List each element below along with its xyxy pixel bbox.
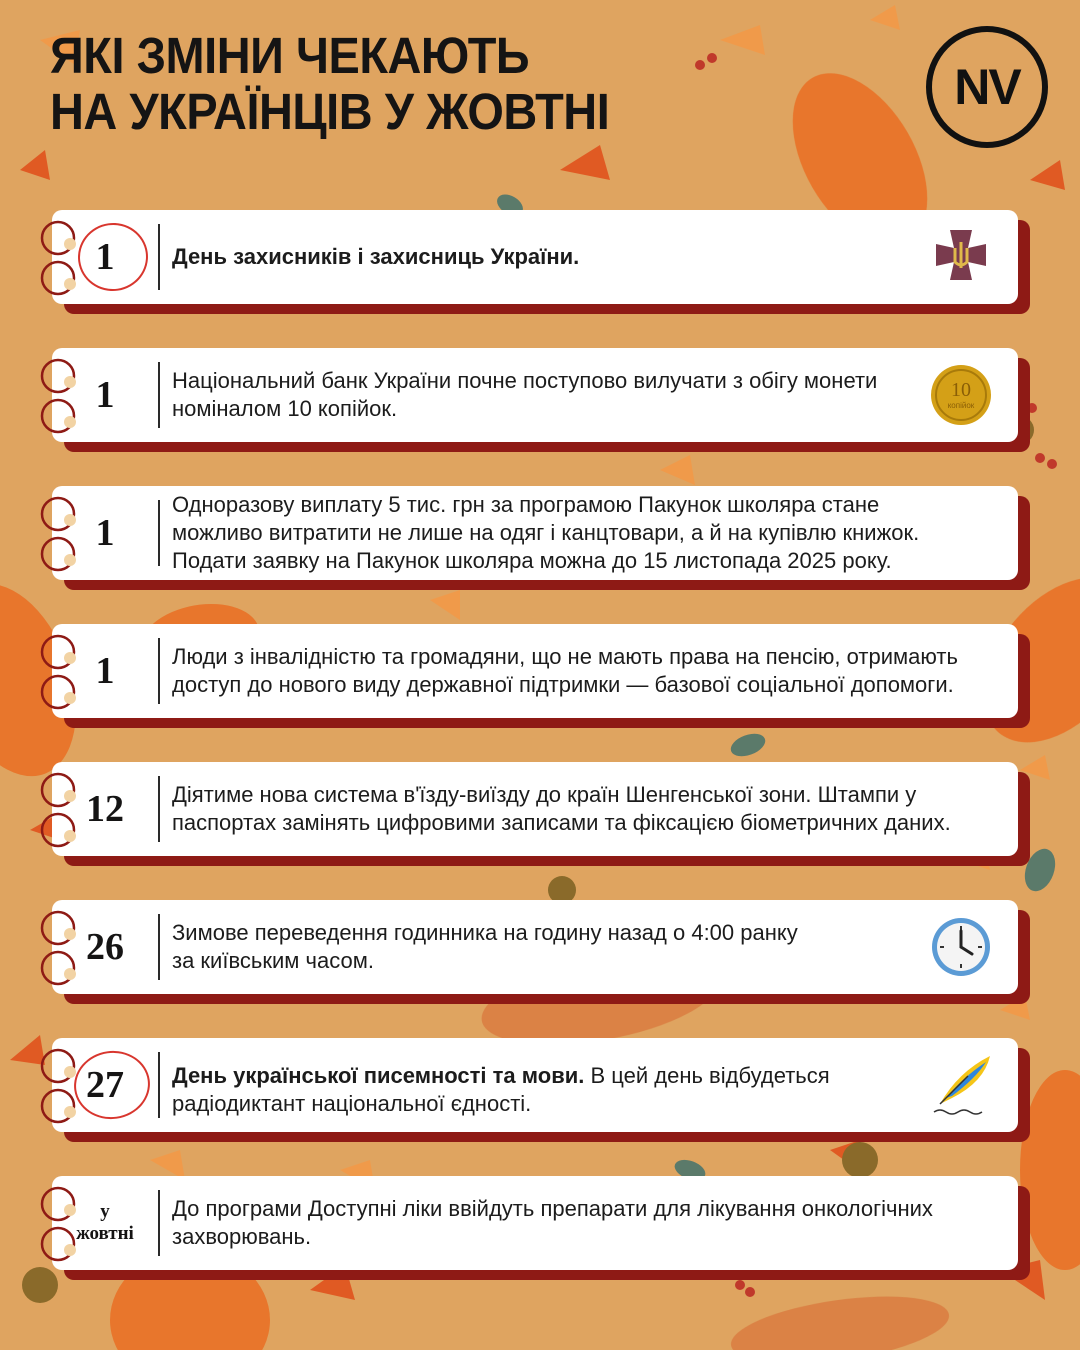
event-description: Одноразову виплату 5 тис. грн за програмою Пакунок школяра стане можливо витратити не лише на одяг і канцтовари, а й на купівлю книжок. Подати заявку на Пакунок школяра можна до 15 листопада 2025 року.: [172, 492, 920, 573]
event-text: [172, 1038, 852, 1132]
divider: [158, 914, 160, 980]
nv-logo: NV: [926, 26, 1048, 148]
binder-rings: [28, 358, 88, 438]
binder-rings: [28, 1048, 88, 1128]
event-description: Зимове переведення годинника на годину назад о 4:00 ранку за київським часом.: [172, 920, 798, 973]
event-description: В цей день відбудеться радіодиктант національної єдності.: [172, 1063, 830, 1116]
binder-rings: [28, 496, 88, 576]
event-date: 12: [86, 788, 124, 830]
event-date: 27: [86, 1064, 124, 1106]
event-bold-text: День української писемності та мови.: [172, 1063, 585, 1088]
event-text: [172, 762, 992, 856]
binder-rings: [28, 634, 88, 714]
divider: [158, 362, 160, 428]
title-line-2: НА УКРАЇНЦІВ У ЖОВТНІ: [50, 83, 610, 140]
event-text: [172, 486, 972, 580]
event-description: Люди з інвалідністю та громадяни, що не мають права на пенсію, отримають доступ до нового виду державної підтримки — базової соціальної допомоги.: [172, 644, 958, 697]
divider: [158, 500, 160, 566]
event-text: [172, 348, 932, 442]
event-date-line-1: у: [100, 1201, 110, 1222]
event-text: [172, 624, 992, 718]
divider: [158, 638, 160, 704]
card-body: [52, 1038, 1018, 1132]
event-bold-text: День захисників і захисниць України.: [172, 244, 580, 269]
event-date: 1: [95, 650, 115, 692]
card-body: [52, 762, 1018, 856]
card-body: [52, 624, 1018, 718]
event-description: До програми Доступні ліки ввійдуть препарати для лікування онкологічних захворювань.: [172, 1196, 933, 1249]
card-body: [52, 210, 1018, 304]
event-text: [172, 210, 932, 304]
event-date: 1: [95, 236, 115, 278]
coin-icon: [928, 362, 994, 428]
event-date: 1: [95, 374, 115, 416]
event-description: Діятиме нова система в'їзду-виїзду до країн Шенгенської зони. Штампи у паспортах замінять цифровими записами та фіксацією біометричних даних.: [172, 782, 951, 835]
divider: [158, 224, 160, 290]
event-date-line-2: жовтні: [76, 1223, 134, 1244]
svg-text:10: 10: [951, 379, 971, 401]
event-date: 1: [95, 512, 115, 554]
divider: [158, 776, 160, 842]
svg-text:копійок: копійок: [947, 401, 975, 410]
event-description: Національний банк України почне поступово вилучати з обігу монети номіналом 10 копійок.: [172, 368, 878, 421]
clock-icon: [928, 914, 994, 980]
card-body: [52, 486, 1018, 580]
event-text: [172, 900, 812, 994]
card-body: [52, 900, 1018, 994]
divider: [158, 1190, 160, 1256]
binder-rings: [28, 772, 88, 852]
binder-rings: [28, 1186, 88, 1266]
divider: [158, 1052, 160, 1118]
event-text: [172, 1176, 972, 1270]
card-body: [52, 348, 1018, 442]
page-title: [50, 28, 609, 140]
event-date: 26: [86, 926, 124, 968]
card-body: [52, 1176, 1018, 1270]
binder-rings: [28, 220, 88, 300]
binder-rings: [28, 910, 88, 990]
title-line-1: ЯКІ ЗМІНИ ЧЕКАЮТЬ: [50, 27, 530, 84]
armed-forces-emblem-icon: [928, 224, 994, 290]
quill-icon: [928, 1052, 994, 1118]
